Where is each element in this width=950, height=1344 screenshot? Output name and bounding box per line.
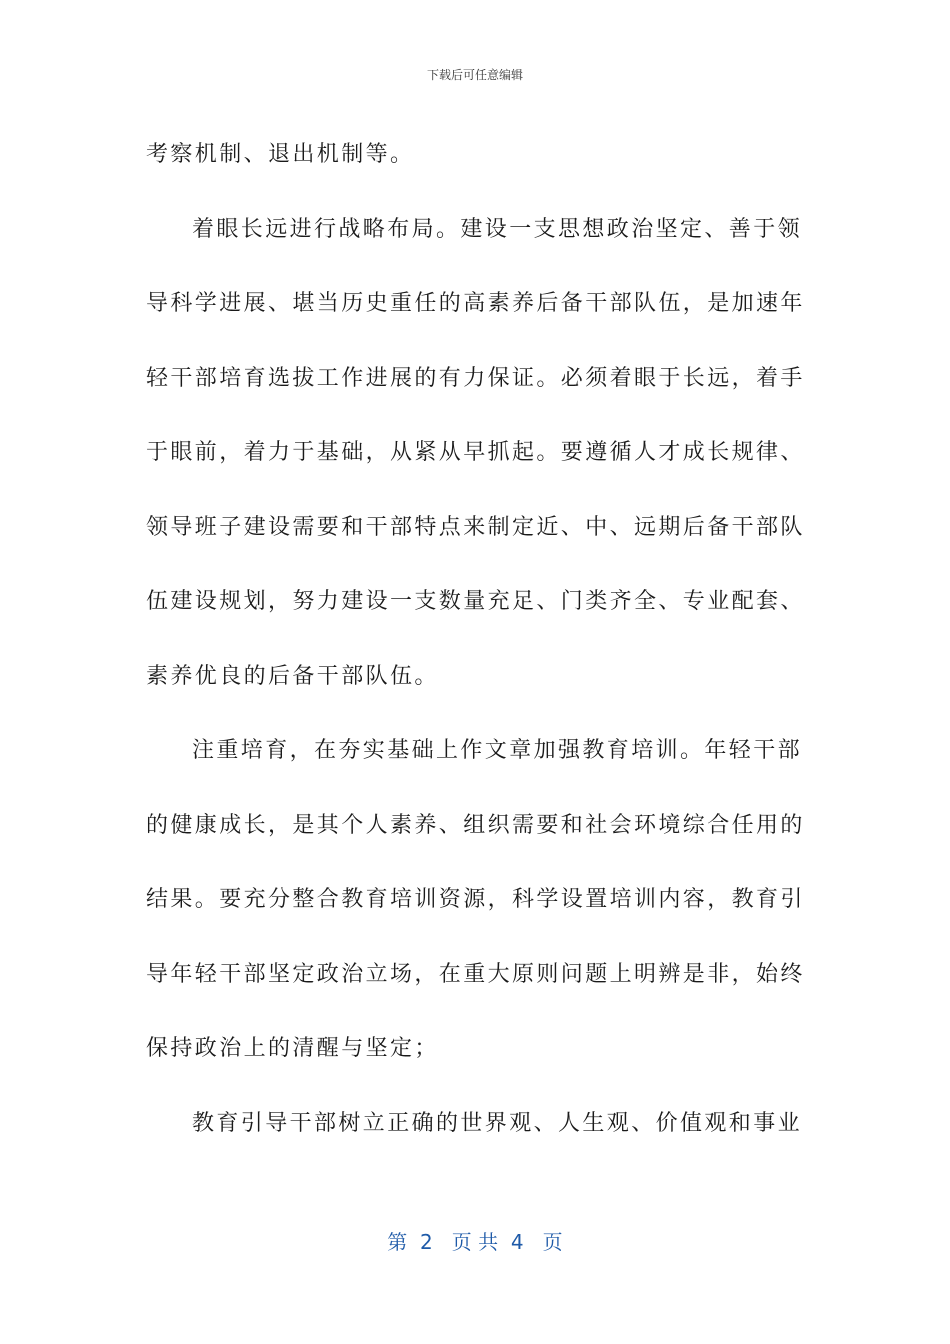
- text-line: 伍建设规划，努力建设一支数量充足、门类齐全、专业配套、: [146, 589, 805, 614]
- text-line: 保持政治上的清醒与坚定；: [146, 1036, 439, 1061]
- text-line: 素养优良的后备干部队伍。: [146, 663, 439, 689]
- text-line: 着眼长远进行战略布局。建设一支思想政治坚定、善于领: [192, 216, 803, 242]
- text-line: 领导班子建设需要和干部特点来制定近、中、远期后备干部队: [146, 514, 805, 540]
- page-header-note: 下载后可任意编辑: [426, 68, 523, 82]
- text-line: 的健康成长，是其个人素养、组织需要和社会环境综合任用的: [146, 812, 805, 838]
- text-line: 注重培育，在夯实基础上作文章加强教育培训。年轻干部: [192, 738, 803, 763]
- text-line: 结果。要充分整合教育培训资源，科学设置培训内容，教育引: [146, 887, 805, 912]
- text-line: 教育引导干部树立正确的世界观、人生观、价值观和事业: [192, 1110, 803, 1136]
- text-line: 考察机制、退出机制等。: [146, 142, 415, 167]
- paragraph: [146, 714, 806, 1087]
- paragraph: [146, 1087, 806, 1162]
- paragraph: [146, 193, 806, 715]
- document-body: [146, 118, 806, 1161]
- text-line: 导科学进展、堪当历史重任的高素养后备干部队伍，是加速年: [146, 291, 805, 316]
- page-number-footer: 第 2 页 共 4 页: [387, 1230, 563, 1254]
- text-line: 导年轻干部坚定政治立场，在重大原则问题上明辨是非，始终: [146, 961, 805, 987]
- text-line: 于眼前，着力于基础，从紧从早抓起。要遵循人才成长规律、: [146, 440, 805, 465]
- paragraph: [146, 118, 806, 193]
- text-line: 轻干部培育选拔工作进展的有力保证。必须着眼于长远，着手: [146, 365, 805, 391]
